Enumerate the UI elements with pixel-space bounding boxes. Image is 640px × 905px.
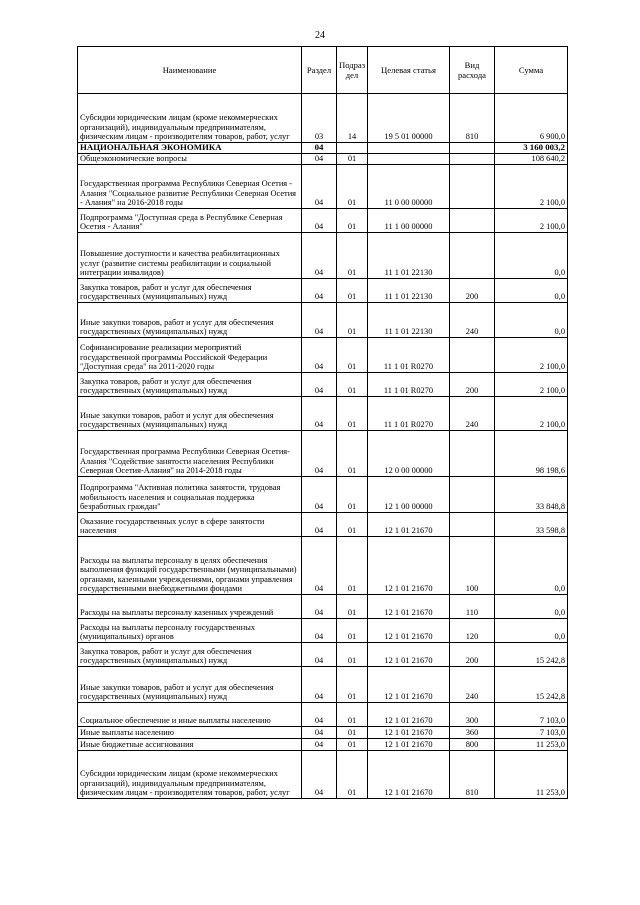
row-name: Софинансирование реализации мероприятий государственной программы Российской Федерации "Доступная среда" на 2011-2020 годы (78, 338, 302, 373)
row-section: 04 (302, 209, 337, 233)
row-section: 04 (302, 233, 337, 279)
row-section: 04 (302, 751, 337, 799)
row-section: 04 (302, 279, 337, 303)
row-sum: 0,0 (495, 279, 568, 303)
row-subsection: 01 (337, 233, 368, 279)
row-sum: 3 160 003,2 (495, 143, 568, 154)
row-subsection: 01 (337, 537, 368, 595)
row-sum: 15 242,8 (495, 643, 568, 667)
row-sum: 2 100,0 (495, 373, 568, 397)
table-row (78, 303, 568, 338)
row-name: Закупка товаров, работ и услуг для обеспечения государственных (муниципальных) нужд (78, 373, 302, 397)
row-expense-type: 300 (450, 703, 495, 727)
row-section: 04 (302, 667, 337, 703)
row-target: 12 1 01 21670 (368, 513, 450, 537)
row-section: 04 (302, 477, 337, 513)
table-row (78, 667, 568, 703)
row-name: Оказание государственных услуг в сфере занятости населения (78, 513, 302, 537)
row-subsection: 01 (337, 397, 368, 431)
row-subsection: 01 (337, 727, 368, 739)
row-subsection: 01 (337, 643, 368, 667)
row-subsection: 01 (337, 667, 368, 703)
row-section: 04 (302, 373, 337, 397)
budget-table (77, 46, 568, 799)
row-section: 04 (302, 431, 337, 477)
table-row (78, 595, 568, 619)
row-sum: 2 100,0 (495, 165, 568, 209)
row-target: 12 1 01 21670 (368, 667, 450, 703)
row-name: Закупка товаров, работ и услуг для обеспечения государственных (муниципальных) нужд (78, 643, 302, 667)
row-expense-type (450, 477, 495, 513)
row-subsection: 01 (337, 431, 368, 477)
row-expense-type: 200 (450, 373, 495, 397)
row-name: Подпрограмма "Активная политика занятости, трудовая мобильность населения и социальная поддержка безработных граждан" (78, 477, 302, 513)
row-name: Закупка товаров, работ и услуг для обеспечения государственных (муниципальных) нужд (78, 279, 302, 303)
row-sum: 0,0 (495, 595, 568, 619)
row-target (368, 154, 450, 165)
row-expense-type: 240 (450, 667, 495, 703)
row-sum: 2 100,0 (495, 338, 568, 373)
row-name: Субсидии юридическим лицам (кроме некоммерческих организаций), индивидуальным предпринимателям, физическим лицам - производителям товаров, работ, услуг (78, 94, 302, 143)
row-target: 12 1 01 21670 (368, 643, 450, 667)
row-target: 11 1 01 R0270 (368, 373, 450, 397)
row-section: 04 (302, 595, 337, 619)
row-target: 12 1 01 21670 (368, 727, 450, 739)
table-row (78, 619, 568, 643)
table-row (78, 643, 568, 667)
row-expense-type (450, 233, 495, 279)
row-section: 04 (302, 338, 337, 373)
row-name: Иные закупки товаров, работ и услуг для обеспечения государственных (муниципальных) нужд (78, 667, 302, 703)
row-name: Повышение доступности и качества реабилитационных услуг (развитие системы реабилитации и социальной интеграции инвалидов) (78, 233, 302, 279)
row-target: 12 1 01 21670 (368, 703, 450, 727)
table-row (78, 373, 568, 397)
table-row (78, 751, 568, 799)
header-subsection: Подраз дел (337, 47, 368, 94)
row-sum: 33 598,8 (495, 513, 568, 537)
row-section: 04 (302, 143, 337, 154)
table-row (78, 338, 568, 373)
table-row (78, 431, 568, 477)
row-section: 04 (302, 619, 337, 643)
row-subsection: 01 (337, 619, 368, 643)
row-target: 12 1 01 21670 (368, 619, 450, 643)
row-expense-type: 810 (450, 751, 495, 799)
row-expense-type (450, 338, 495, 373)
row-name: Иные бюджетные ассигнования (78, 739, 302, 751)
row-subsection: 01 (337, 279, 368, 303)
row-sum: 108 640,2 (495, 154, 568, 165)
table-row (78, 94, 568, 143)
row-expense-type: 240 (450, 303, 495, 338)
header-sum: Сумма (495, 47, 568, 94)
row-target: 12 1 01 21670 (368, 595, 450, 619)
row-expense-type (450, 431, 495, 477)
row-target (368, 143, 450, 154)
row-subsection (337, 143, 368, 154)
row-name: Субсидии юридическим лицам (кроме некоммерческих организаций), индивидуальным предпринимателям, физическим лицам - производителям товаров, работ, услуг (78, 751, 302, 799)
row-sum: 33 848,8 (495, 477, 568, 513)
row-sum: 15 242,8 (495, 667, 568, 703)
row-sum: 0,0 (495, 619, 568, 643)
table-header-row (78, 47, 568, 94)
row-sum: 2 100,0 (495, 397, 568, 431)
header-name: Наименование (78, 47, 302, 94)
row-expense-type: 360 (450, 727, 495, 739)
row-target: 11 1 01 R0270 (368, 397, 450, 431)
row-subsection: 14 (337, 94, 368, 143)
row-section: 03 (302, 94, 337, 143)
row-expense-type: 200 (450, 643, 495, 667)
table-row (78, 703, 568, 727)
row-target: 12 1 01 21670 (368, 537, 450, 595)
row-subsection: 01 (337, 338, 368, 373)
table-row (78, 154, 568, 165)
row-section: 04 (302, 513, 337, 537)
row-section: 04 (302, 537, 337, 595)
row-target: 11 1 01 22130 (368, 233, 450, 279)
row-name: Иные выплаты населению (78, 727, 302, 739)
table-row (78, 165, 568, 209)
row-subsection: 01 (337, 703, 368, 727)
row-target: 12 1 00 00000 (368, 477, 450, 513)
row-sum: 98 198,6 (495, 431, 568, 477)
table-row (78, 537, 568, 595)
row-expense-type (450, 513, 495, 537)
row-expense-type: 800 (450, 739, 495, 751)
row-name: Иные закупки товаров, работ и услуг для обеспечения государственных (муниципальных) нужд (78, 397, 302, 431)
table-row (78, 233, 568, 279)
header-target: Целевая статья (368, 47, 450, 94)
row-expense-type: 200 (450, 279, 495, 303)
row-target: 11 1 00 00000 (368, 209, 450, 233)
row-name: Общеэкономические вопросы (78, 154, 302, 165)
row-section: 04 (302, 727, 337, 739)
row-section: 04 (302, 397, 337, 431)
row-name: Государственная программа Республики Северная Осетия-Алания "Содействие занятости населения Республики Северная Осетия-Алания" на 2014-2018 годы (78, 431, 302, 477)
header-section: Раздел (302, 47, 337, 94)
table-row (78, 397, 568, 431)
row-expense-type: 810 (450, 94, 495, 143)
row-section: 04 (302, 165, 337, 209)
row-section: 04 (302, 739, 337, 751)
header-expense-type: Вид расхода (450, 47, 495, 94)
table-row (78, 209, 568, 233)
row-expense-type: 100 (450, 537, 495, 595)
row-subsection: 01 (337, 739, 368, 751)
row-sum: 11 253,0 (495, 739, 568, 751)
row-target: 12 1 01 21670 (368, 739, 450, 751)
row-subsection: 01 (337, 513, 368, 537)
row-section: 04 (302, 303, 337, 338)
row-sum: 6 900,0 (495, 94, 568, 143)
row-expense-type (450, 209, 495, 233)
row-section: 04 (302, 703, 337, 727)
row-name: Расходы на выплаты персоналу казенных учреждений (78, 595, 302, 619)
row-sum: 0,0 (495, 233, 568, 279)
row-name: Социальное обеспечение и иные выплаты населению (78, 703, 302, 727)
row-target: 19 5 01 00000 (368, 94, 450, 143)
row-name: НАЦИОНАЛЬНАЯ ЭКОНОМИКА (78, 143, 302, 154)
row-subsection: 01 (337, 209, 368, 233)
row-expense-type (450, 165, 495, 209)
row-target: 11 1 01 22130 (368, 279, 450, 303)
row-sum: 11 253,0 (495, 751, 568, 799)
row-target: 11 0 00 00000 (368, 165, 450, 209)
row-section: 04 (302, 643, 337, 667)
row-subsection: 01 (337, 595, 368, 619)
row-subsection: 01 (337, 477, 368, 513)
table-row (78, 477, 568, 513)
table-row (78, 279, 568, 303)
page-number: 24 (315, 30, 325, 41)
row-expense-type (450, 143, 495, 154)
table-row (78, 727, 568, 739)
row-subsection: 01 (337, 751, 368, 799)
row-target: 12 0 00 00000 (368, 431, 450, 477)
row-expense-type: 110 (450, 595, 495, 619)
row-section: 04 (302, 154, 337, 165)
row-name: Государственная программа Республики Северная Осетия - Алания "Социальное развитие Республики Северная Осетия - Алания" на 2016-2018 годы (78, 165, 302, 209)
row-sum: 7 103,0 (495, 727, 568, 739)
row-subsection: 01 (337, 303, 368, 338)
row-target: 12 1 01 21670 (368, 751, 450, 799)
row-sum: 0,0 (495, 537, 568, 595)
table-row (78, 513, 568, 537)
row-expense-type: 120 (450, 619, 495, 643)
table-row (78, 143, 568, 154)
row-subsection: 01 (337, 373, 368, 397)
row-subsection: 01 (337, 165, 368, 209)
row-target: 11 1 01 22130 (368, 303, 450, 338)
row-sum: 2 100,0 (495, 209, 568, 233)
row-target: 11 1 01 R0270 (368, 338, 450, 373)
row-name: Иные закупки товаров, работ и услуг для обеспечения государственных (муниципальных) нужд (78, 303, 302, 338)
row-name: Расходы на выплаты персоналу государственных (муниципальных) органов (78, 619, 302, 643)
row-subsection: 01 (337, 154, 368, 165)
row-expense-type: 240 (450, 397, 495, 431)
row-sum: 0,0 (495, 303, 568, 338)
row-name: Расходы на выплаты персоналу в целях обеспечения выполнения функций государственными (муниципальными) органами, казенными учреждениями, органами управления государственными внебюджетными фондами (78, 537, 302, 595)
row-sum: 7 103,0 (495, 703, 568, 727)
row-name: Подпрограмма "Доступная среда в Республике Северная Осетия - Алания" (78, 209, 302, 233)
table-row (78, 739, 568, 751)
row-expense-type (450, 154, 495, 165)
